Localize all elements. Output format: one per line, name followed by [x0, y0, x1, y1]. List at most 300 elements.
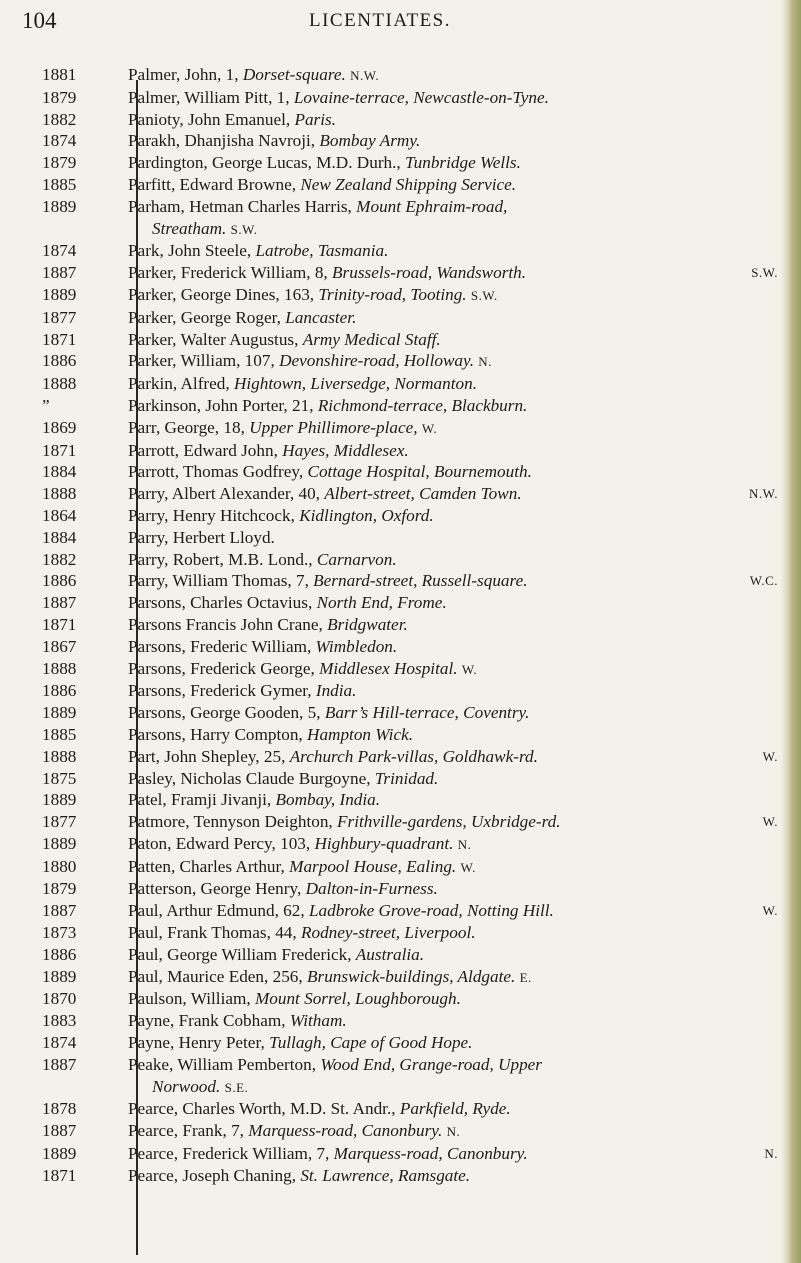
entry-address: Wood End, Grange-road, Upper — [320, 1054, 542, 1074]
entry-address: Army Medical Staff. — [302, 329, 441, 349]
entry-year: 1884 — [42, 527, 77, 547]
entry-year: 1886 — [42, 351, 77, 371]
postal-district: W. — [762, 903, 778, 919]
entry-year: 1871 — [42, 614, 77, 634]
entry-text — [120, 109, 778, 131]
entry-year: 1887 — [42, 901, 77, 921]
entry-address: Latrobe, Tasmania. — [255, 241, 389, 261]
entry-line — [128, 725, 413, 744]
register-entry — [0, 417, 790, 440]
entry-year: 1886 — [42, 681, 77, 701]
entry-address: Mount Ephraim-road, — [356, 196, 508, 216]
register-entry — [0, 174, 790, 196]
postal-district: N. — [478, 354, 492, 370]
entry-year: 1889 — [42, 1144, 77, 1164]
entry-year: 1888 — [42, 484, 77, 504]
register-entry — [0, 1054, 790, 1099]
postal-district: N. — [764, 1146, 778, 1162]
entry-year: 1888 — [42, 374, 77, 394]
entry-line — [128, 923, 476, 942]
register-entry — [0, 373, 790, 395]
entry-name: Pearce, Joseph Chaning, — [128, 1165, 301, 1185]
entry-text — [120, 570, 778, 592]
register-entry — [0, 944, 790, 966]
entry-address: Norwood. — [152, 1076, 221, 1096]
entry-address: Hampton Wick. — [307, 724, 414, 744]
entry-address: Wimbledon. — [315, 636, 398, 656]
register-entry — [0, 833, 790, 856]
entry-text — [120, 702, 778, 724]
entry-name: Parfitt, Edward Browne, — [128, 174, 301, 194]
entry-address: Mount Sorrel, Loughborough. — [254, 989, 461, 1009]
entry-address: New Zealand Shipping Service. — [300, 174, 517, 194]
register-entry — [0, 240, 790, 262]
entry-line — [128, 175, 516, 194]
entry-text — [120, 307, 778, 329]
entry-text — [120, 614, 778, 636]
entry-name: Peake, William Pemberton, — [128, 1054, 321, 1074]
entry-address: Brussels-road, Wandsworth. — [332, 263, 527, 283]
entry-name: Palmer, John, 1, — [128, 65, 243, 84]
entry-text — [120, 1098, 778, 1120]
entry-text — [120, 284, 778, 307]
entry-name: Parham, Hetman Charles Harris, — [128, 196, 357, 216]
entry-address: Tunbridge Wells. — [405, 153, 521, 173]
register-entry — [0, 1165, 790, 1187]
entry-address: Dorset-square. — [242, 65, 346, 84]
entry-address: Kidlington, Oxford. — [299, 505, 434, 525]
register-entry — [0, 702, 790, 724]
entry-year: 1888 — [42, 658, 77, 678]
entry-line — [128, 967, 532, 986]
entry-text — [120, 1010, 778, 1032]
entry-line — [128, 374, 477, 393]
entry-line — [128, 396, 527, 415]
entry-name: Parry, Henry Hitchcock, — [128, 505, 300, 525]
entry-name: Pearce, Frederick William, 7, — [128, 1144, 334, 1164]
entry-year: 1877 — [42, 307, 77, 327]
entry-address: Bombay Army. — [319, 131, 421, 151]
entry-year: 1883 — [42, 1011, 77, 1031]
entry-year: 1879 — [42, 153, 77, 173]
entry-line — [128, 110, 336, 129]
entry-year: 1881 — [42, 65, 77, 84]
entry-name: Parker, George Dines, 163, — [128, 284, 319, 304]
entry-address: Rodney-street, Liverpool. — [300, 923, 476, 943]
register-entry — [0, 768, 790, 790]
entry-line — [128, 1121, 460, 1140]
register-entry — [0, 1098, 790, 1120]
entry-name: Parrott, Edward John, — [128, 440, 283, 460]
entry-name: Pearce, Charles Worth, M.D. St. Andr., — [128, 1099, 400, 1119]
entry-text — [120, 856, 778, 879]
entry-name: Patel, Framji Jivanji, — [128, 790, 276, 810]
entry-address: Trinity-road, Tooting. — [318, 284, 467, 304]
entry-line — [128, 351, 492, 370]
entry-line — [128, 1033, 472, 1052]
entry-line — [128, 418, 437, 437]
register-entry — [0, 1032, 790, 1054]
entry-address: Devonshire-road, Holloway. — [279, 351, 474, 371]
entry-text — [120, 1054, 778, 1099]
entry-text — [120, 196, 778, 241]
entry-address: St. Lawrence, Ramsgate. — [300, 1165, 471, 1185]
register-entry — [0, 440, 790, 462]
entry-year: 1889 — [42, 833, 77, 853]
page-edge — [781, 0, 801, 1263]
entry-line — [128, 65, 379, 84]
entry-address: Frithville-gardens, Uxbridge-rd. — [337, 812, 561, 832]
entry-text — [120, 658, 778, 681]
entry-year: 1874 — [42, 131, 77, 151]
register-entry — [0, 307, 790, 329]
entry-year: 1870 — [42, 989, 77, 1009]
entry-address: Hightown, Liversedge, Normanton. — [233, 374, 477, 394]
entry-name: Parsons, Charles Octavius, — [128, 593, 317, 613]
register-entry — [0, 329, 790, 351]
entry-text — [120, 350, 778, 373]
entry-address: Archurch Park-villas, Goldhawk-rd. — [289, 746, 538, 766]
postal-district: S.W. — [230, 221, 258, 237]
entry-name: Parker, William, 107, — [128, 351, 280, 371]
entry-year: 1882 — [42, 549, 77, 569]
postal-district: W. — [762, 748, 778, 764]
entry-line — [128, 1055, 542, 1074]
entry-name: Parr, George, 18, — [128, 417, 250, 437]
entry-line — [128, 153, 521, 172]
entry-name: Pearce, Frank, 7, — [128, 1121, 249, 1141]
register-entry — [0, 1120, 790, 1143]
entry-text — [120, 1165, 778, 1187]
entry-year: 1874 — [42, 1033, 77, 1053]
entry-year: 1886 — [42, 571, 77, 591]
entry-address: Paris. — [294, 109, 336, 129]
entry-address: Carnarvon. — [316, 549, 397, 569]
entry-name: Parker, Walter Augustus, — [128, 329, 303, 349]
postal-district: S.W. — [751, 265, 778, 281]
entry-line — [128, 812, 778, 832]
entry-name: Patterson, George Henry, — [128, 879, 306, 899]
entry-line — [128, 330, 441, 349]
entry-line — [128, 131, 420, 150]
entry-address: Lancaster. — [285, 307, 357, 327]
entry-address: Parkfield, Ryde. — [399, 1099, 511, 1119]
entry-text — [120, 373, 778, 395]
entry-text — [120, 1032, 778, 1054]
entry-name: Patten, Charles Arthur, — [128, 856, 290, 876]
entry-address: Richmond-terrace, Blackburn. — [317, 395, 528, 415]
entry-text — [120, 592, 778, 614]
entry-text — [120, 833, 778, 856]
entry-year: 1887 — [42, 1054, 77, 1074]
entry-text — [120, 549, 778, 571]
entry-name: Park, John Steele, — [128, 241, 256, 261]
entry-name: Parsons, Harry Compton, — [128, 724, 308, 744]
register-entry — [0, 395, 790, 417]
entry-year: 1887 — [42, 263, 77, 283]
entry-name: Paul, Maurice Eden, 256, — [128, 966, 307, 986]
entry-line — [128, 615, 408, 634]
entry-line — [128, 308, 356, 327]
entry-address: Bombay, India. — [275, 790, 381, 810]
entry-text — [120, 262, 778, 284]
entry-year: 1888 — [42, 746, 77, 766]
entry-name: Parry, William Thomas, 7, — [128, 571, 314, 591]
entry-year: 1885 — [42, 174, 77, 194]
entry-text — [120, 527, 778, 549]
entry-address: Australia. — [355, 944, 425, 964]
entry-name: Patmore, Tennyson Deighton, — [128, 812, 338, 832]
entry-line — [128, 285, 498, 304]
entries-list — [0, 64, 790, 1187]
entry-name: Parakh, Dhanjisha Navroji, — [128, 131, 320, 151]
entry-text — [120, 636, 778, 658]
entry-year: 1871 — [42, 329, 77, 349]
register-entry — [0, 922, 790, 944]
register-entry — [0, 878, 790, 900]
register-entry — [0, 592, 790, 614]
entry-year: 1867 — [42, 636, 77, 656]
entry-text — [120, 87, 778, 109]
entry-year: 1879 — [42, 87, 77, 107]
postal-district: W. — [762, 814, 778, 830]
entry-year: 1873 — [42, 923, 77, 943]
entry-address: Highbury-quadrant. — [314, 833, 454, 853]
register-entry — [0, 570, 790, 592]
entry-year: 1877 — [42, 812, 77, 832]
register-entry — [0, 988, 790, 1010]
entry-year: 1884 — [42, 462, 77, 482]
entry-text — [120, 768, 778, 790]
entry-name: Parry, Albert Alexander, 40, — [128, 484, 325, 504]
entry-year: 1887 — [42, 593, 77, 613]
entry-name: Pardington, George Lucas, M.D. Durh., — [128, 153, 406, 173]
entry-name: Parry, Herbert Lloyd. — [128, 527, 275, 547]
entry-text — [120, 811, 778, 833]
entry-line — [128, 1011, 347, 1030]
entry-year: 1880 — [42, 856, 77, 876]
register-entry — [0, 724, 790, 746]
entry-line — [128, 441, 409, 460]
entry-text — [120, 944, 778, 966]
entry-address: Cottage Hospital, Bournemouth. — [307, 462, 532, 482]
entry-line — [128, 1099, 511, 1118]
entry-text — [120, 174, 778, 196]
entry-name: Pasley, Nicholas Claude Burgoyne, — [128, 768, 375, 788]
entry-name: Payne, Henry Peter, — [128, 1033, 270, 1053]
entry-line — [128, 571, 778, 591]
register-entry — [0, 636, 790, 658]
postal-district: W.C. — [749, 573, 778, 589]
entry-line — [128, 1144, 778, 1164]
entry-address: Tullagh, Cape of Good Hope. — [269, 1033, 473, 1053]
entry-text — [120, 417, 778, 440]
register-entry — [0, 746, 790, 768]
entry-text — [120, 64, 778, 87]
entry-address: Middlesex Hospital. — [319, 658, 458, 678]
entry-address: Hayes, Middlesex. — [282, 440, 409, 460]
entry-line — [128, 550, 397, 569]
register-entry — [0, 262, 790, 284]
entry-name: Parry, Robert, M.B. Lond., — [128, 549, 317, 569]
entry-line — [128, 989, 461, 1008]
entry-continuation-line — [128, 1076, 778, 1099]
entry-year: 1889 — [42, 790, 77, 810]
entry-text — [120, 746, 778, 768]
entry-text — [120, 1120, 778, 1143]
entry-line — [128, 901, 778, 921]
entry-year: 1889 — [42, 703, 77, 723]
page-number: 104 — [22, 8, 57, 33]
entry-line — [128, 637, 397, 656]
register-entry — [0, 966, 790, 989]
entry-address: Ladbroke Grove-road, Notting Hill. — [308, 901, 554, 921]
entry-line — [128, 506, 434, 525]
register-entry — [0, 109, 790, 131]
entry-text — [120, 680, 778, 702]
entry-line — [128, 197, 507, 216]
entry-line — [128, 88, 549, 107]
entry-address: Marpool House, Ealing. — [289, 856, 457, 876]
entry-text — [120, 240, 778, 262]
entry-address: Dalton-in-Furness. — [305, 879, 438, 899]
entry-text — [120, 789, 778, 811]
register-entry — [0, 549, 790, 571]
entry-address: Albert-street, Camden Town. — [324, 484, 522, 504]
entry-address: Barr’s Hill-terrace, Coventry. — [324, 703, 530, 723]
entry-address: Marquess-road, Canonbury. — [333, 1144, 528, 1164]
entry-line — [128, 484, 778, 504]
entry-line — [128, 241, 388, 260]
register-entry — [0, 196, 790, 241]
entry-text — [120, 483, 778, 505]
entry-address: Trinidad. — [374, 768, 439, 788]
entry-text — [120, 900, 778, 922]
entry-name: Parsons, Frederick Gymer, — [128, 681, 316, 701]
entry-name: Palmer, William Pitt, 1, — [128, 87, 294, 107]
entry-address: Bridgwater. — [327, 614, 408, 634]
entry-name: Payne, Frank Cobham, — [128, 1011, 290, 1031]
entry-line — [128, 263, 778, 283]
entry-name: Parsons, Frederick George, — [128, 658, 320, 678]
entry-year: 1889 — [42, 966, 77, 986]
entry-year: 1871 — [42, 1165, 77, 1185]
entry-name: Parkinson, John Porter, 21, — [128, 395, 318, 415]
entry-address: Lovaine-terrace, Newcastle-on-Tyne. — [293, 87, 549, 107]
entry-name: Parsons, George Gooden, 5, — [128, 703, 325, 723]
entry-line — [128, 746, 778, 766]
entry-name: Parrott, Thomas Godfrey, — [128, 462, 308, 482]
register-entry — [0, 284, 790, 307]
entry-address: India. — [315, 681, 357, 701]
entry-text — [120, 329, 778, 351]
entry-name: Parker, Frederick William, 8, — [128, 263, 333, 283]
entry-name: Part, John Shepley, 25, — [128, 746, 290, 766]
entry-address: Marquess-road, Canonbury. — [248, 1121, 443, 1141]
entry-text — [120, 130, 778, 152]
entry-text — [120, 878, 778, 900]
entry-year: 1889 — [42, 196, 77, 216]
entry-address: Bernard-street, Russell-square. — [313, 571, 528, 591]
entry-year: 1871 — [42, 440, 77, 460]
entry-text — [120, 1143, 778, 1165]
entry-year: 1875 — [42, 768, 77, 788]
entry-name: Parsons Francis John Crane, — [128, 614, 328, 634]
entry-line — [128, 462, 532, 481]
entry-text — [120, 395, 778, 417]
register-entry — [0, 483, 790, 505]
entry-name: Parkin, Alfred, — [128, 374, 234, 394]
entry-line — [128, 790, 380, 809]
entry-line — [128, 834, 471, 853]
entry-year: 1889 — [42, 284, 77, 304]
entry-year: ” — [42, 395, 50, 415]
register-entry — [0, 130, 790, 152]
entry-line — [128, 659, 477, 678]
register-entry — [0, 1010, 790, 1032]
register-entry — [0, 900, 790, 922]
postal-district: W. — [421, 420, 438, 436]
entry-line — [128, 681, 356, 700]
register-entry — [0, 789, 790, 811]
entry-name: Paul, George William Frederick, — [128, 944, 356, 964]
postal-district: W. — [460, 859, 476, 875]
postal-district: W. — [461, 661, 478, 677]
entry-line — [128, 1166, 470, 1185]
page-header — [0, 6, 760, 42]
postal-district: N.W. — [749, 486, 778, 502]
register-entry — [0, 856, 790, 879]
entry-text — [120, 152, 778, 174]
entry-year: 1869 — [42, 417, 77, 437]
postal-district: N. — [457, 836, 472, 852]
entry-name: Parsons, Frederic William, — [128, 636, 316, 656]
entry-text — [120, 988, 778, 1010]
entry-year: 1882 — [42, 109, 77, 129]
entry-year: 1874 — [42, 241, 77, 261]
register-entry — [0, 680, 790, 702]
register-entry — [0, 350, 790, 373]
postal-district: S.E. — [224, 1079, 249, 1095]
register-entry — [0, 658, 790, 681]
entry-name: Paul, Arthur Edmund, 62, — [128, 901, 309, 921]
entry-name: Parker, George Roger, — [128, 307, 286, 327]
entry-line — [128, 528, 275, 547]
entry-text — [120, 724, 778, 746]
register-entry — [0, 87, 790, 109]
postal-district: S.W. — [470, 287, 498, 303]
register-entry — [0, 811, 790, 833]
register-entry — [0, 505, 790, 527]
entry-text — [120, 966, 778, 989]
entry-line — [128, 593, 447, 612]
entry-address: Upper Phillimore-place, — [249, 417, 418, 437]
entry-year: 1878 — [42, 1099, 77, 1119]
entry-line — [128, 769, 438, 788]
postal-district: E. — [519, 969, 532, 985]
register-entry — [0, 64, 790, 87]
register-entry — [0, 614, 790, 636]
entry-year: 1885 — [42, 724, 77, 744]
entry-text — [120, 461, 778, 483]
entry-name: Paton, Edward Percy, 103, — [128, 833, 315, 853]
entry-year: 1864 — [42, 505, 77, 525]
running-title: LICENTIATES. — [308, 10, 451, 31]
entry-address: Witham. — [289, 1011, 347, 1031]
register-entry — [0, 461, 790, 483]
entry-year: 1887 — [42, 1121, 77, 1141]
register-entry — [0, 152, 790, 174]
